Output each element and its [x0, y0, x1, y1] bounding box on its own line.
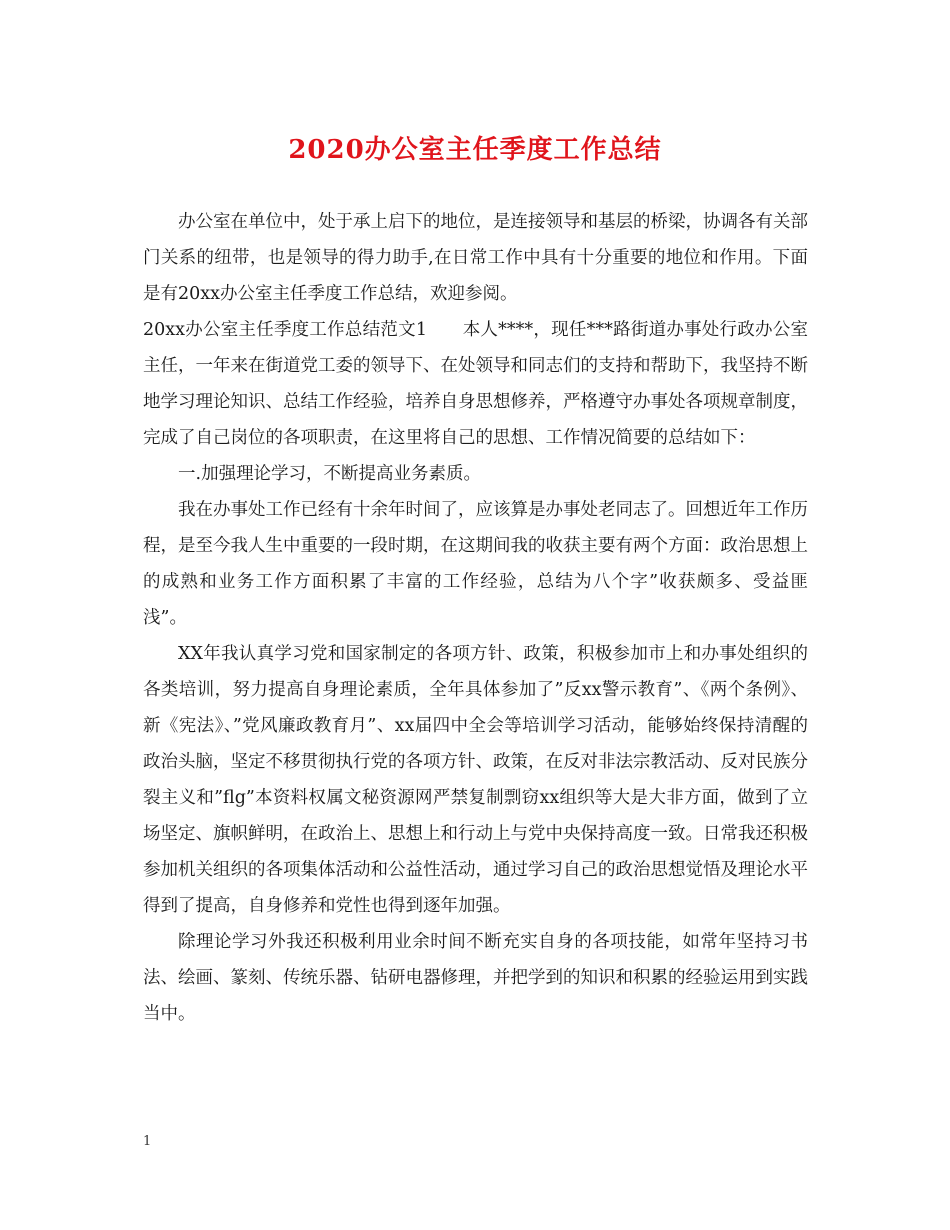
- body-paragraph: 我在办事处工作已经有十余年时间了，应该算是办事处老同志了。回想近年工作历程，是至今我人生中重要的一段时期，在这期间我的收获主要有两个方面：政治思想上的成熟和业务工作方面积累了丰富的工作经验，总结为八个字”收获颇多、受益匪浅”。: [143, 500, 808, 628]
- page-number: 1: [143, 1134, 152, 1149]
- body-paragraph: 除理论学习外我还积极利用业余时间不断充实自身的各项技能，如常年坚持习书法、绘画、篆刻、传统乐器、钻研电器修理，并把学到的知识和积累的经验运用到实践当中。: [143, 932, 808, 1024]
- document-body: [143, 204, 808, 1032]
- body-paragraph: 20xx办公室主任季度工作总结范文1 本人****，现任***路街道办事处行政办公室主任，一年来在街道党工委的领导下、在处领导和同志们的支持和帮助下，我坚持不断地学习理论知识、总结工作经验，培养自身思想修养，严格遵守办事处各项规章制度，完成了自己岗位的各项职责，在这里将自己的思想、工作情况简要的总结如下：: [143, 320, 808, 448]
- body-paragraph: 办公室在单位中，处于承上启下的地位，是连接领导和基层的桥梁，协调各有关部门关系的纽带，也是领导的得力助手,在日常工作中具有十分重要的地位和作用。下面是有20xx办公室主任季度工作总结，欢迎参阅。: [143, 212, 808, 304]
- section-heading: 一.加强理论学习，不断提高业务素质。: [178, 464, 482, 484]
- document-title: 2020办公室主任季度工作总结: [288, 135, 662, 165]
- body-paragraph: XX年我认真学习党和国家制定的各项方针、政策，积极参加市上和办事处组织的各类培训，努力提高自身理论素质，全年具体参加了”反xx警示教育”、《两个条例》、新《宪法》、”党风廉政教育月”、xx届四中全会等培训学习活动，能够始终保持清醒的政治头脑，坚定不移贯彻执行党的各项方针、政策，在反对非法宗教活动、反对民族分裂主义和”flg”本资料权属文秘资源网严禁复制剽窃xx组织等大是大非方面，做到了立场坚定、旗帜鲜明，在政治上、思想上和行动上与党中央保持高度一致。日常我还积极参加机关组织的各项集体活动和公益性活动，通过学习自己的政治思想觉悟及理论水平得到了提高，自身修养和党性也得到逐年加强。: [143, 644, 808, 916]
